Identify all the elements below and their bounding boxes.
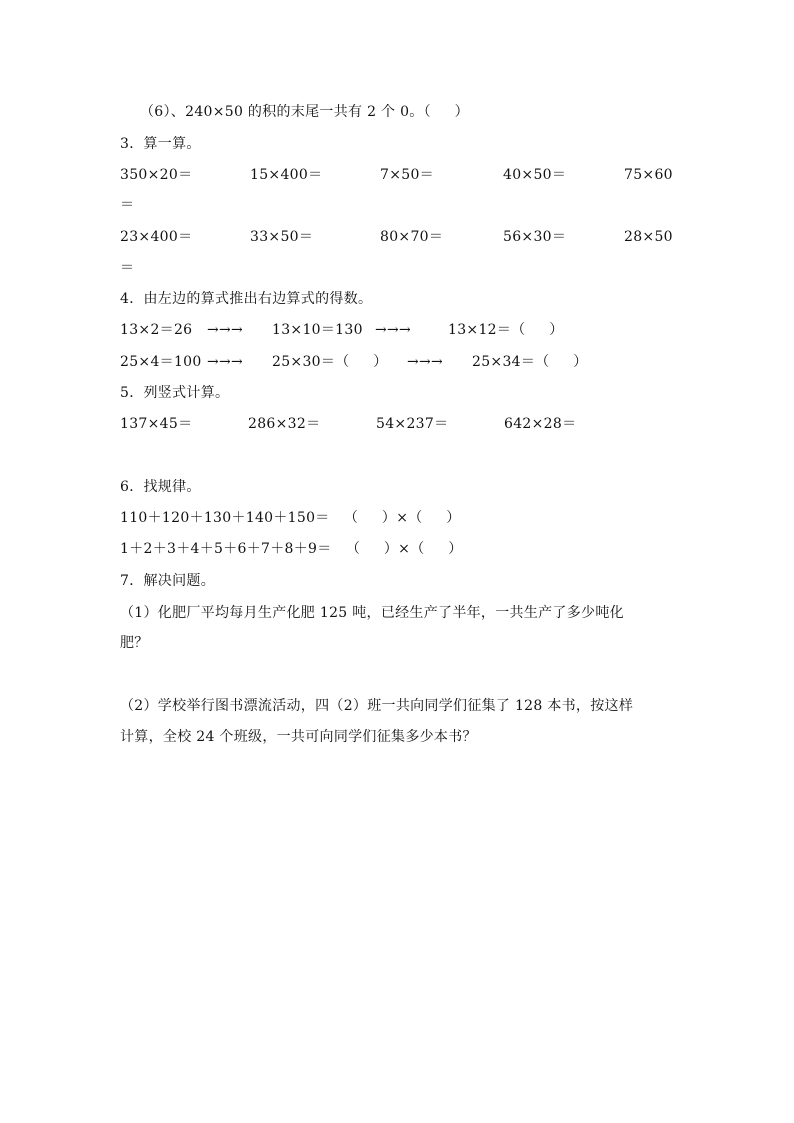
q3-expression: 33×50＝ <box>250 229 314 245</box>
q4-arrows: →→→ <box>207 322 244 338</box>
q3-heading: 3．算一算。 <box>120 136 201 152</box>
q4-heading: 4．由左边的算式推出右边算式的得数。 <box>120 291 373 307</box>
q3-expression-wrap: ＝ <box>120 260 135 276</box>
q3-expression: 56×30＝ <box>503 229 567 245</box>
q3-expression: 350×20＝ <box>120 167 193 183</box>
q5-expression: 286×32＝ <box>248 416 321 432</box>
q3-expression-wrap: ＝ <box>120 197 135 213</box>
q4-expression: 13×2＝26 <box>120 322 193 338</box>
q5-expression: 137×45＝ <box>120 416 193 432</box>
q7-problem-2-cont: 计算，全校 24 个班级，一共可向同学们征集多少本书？ <box>120 729 477 745</box>
q3-expression: 7×50＝ <box>380 167 434 183</box>
q2-item-6: （6）、240×50 的积的末尾一共有 2 个 0。（ ） <box>140 104 469 120</box>
q7-problem-1-cont: 肥？ <box>120 635 149 651</box>
q4-expression: 13×12＝（ ） <box>448 322 564 338</box>
q4-expression: 13×10＝130 <box>272 322 363 338</box>
q7-heading: 7．解决问题。 <box>120 573 216 589</box>
q3-expression: 40×50＝ <box>503 167 567 183</box>
q5-expression: 642×28＝ <box>504 416 577 432</box>
q4-expression: 25×34＝（ ） <box>472 354 588 370</box>
q6-heading: 6．找规律。 <box>120 479 201 495</box>
q3-expression: 15×400＝ <box>250 167 323 183</box>
q7-problem-1: （1）化肥厂平均每月生产化肥 125 吨，已经生产了半年，一共生产了多少吨化 <box>120 605 624 621</box>
q6-pattern-line: 110＋120＋130＋140＋150＝ （ ）×（ ） <box>120 510 461 526</box>
q4-expression: 25×30＝（ ） <box>272 354 388 370</box>
q4-expression: 25×4＝100 <box>120 354 202 370</box>
q6-pattern-line: 1＋2＋3＋4＋5＋6＋7＋8＋9＝ （ ）×（ ） <box>120 541 463 557</box>
q3-expression: 28×50 <box>624 229 673 245</box>
q5-expression: 54×237＝ <box>376 416 449 432</box>
q7-problem-2: （2）学校举行图书漂流活动，四（2）班一共向同学们征集了 128 本书，按这样 <box>120 698 634 714</box>
q3-expression: 23×400＝ <box>120 229 193 245</box>
q4-arrows: →→→ <box>375 322 412 338</box>
q4-arrows: →→→ <box>207 354 244 370</box>
q3-expression: 75×60 <box>624 167 673 183</box>
q5-heading: 5．列竖式计算。 <box>120 385 230 401</box>
q4-arrows: →→→ <box>407 354 444 370</box>
q3-expression: 80×70＝ <box>380 229 444 245</box>
